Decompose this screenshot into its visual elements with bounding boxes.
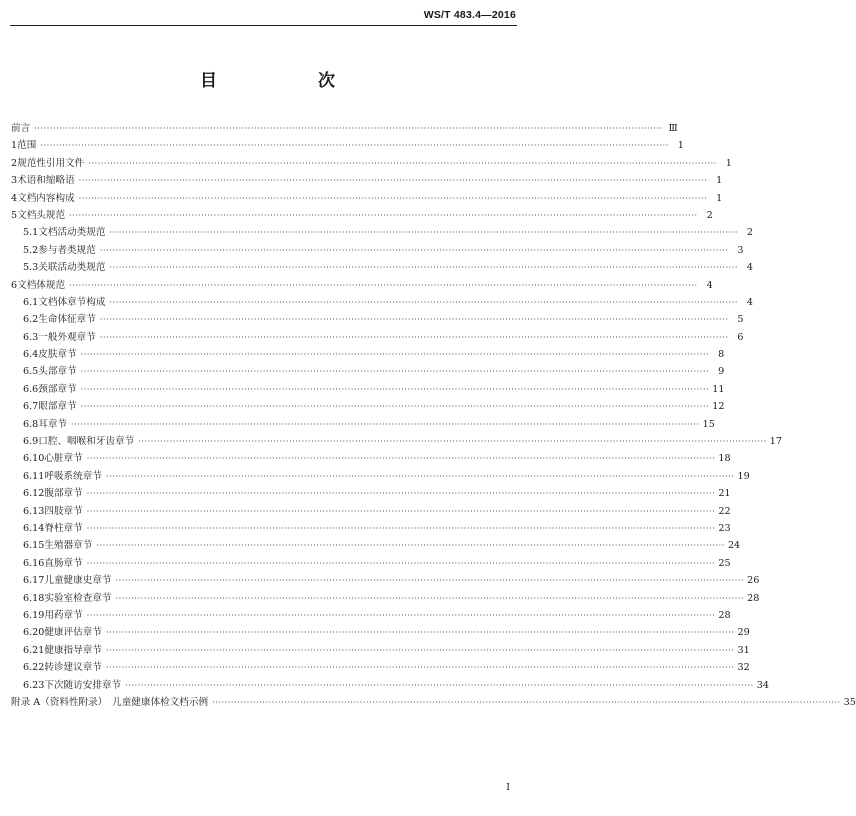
toc-entry-page: 19 xyxy=(737,470,750,482)
dot-leader: ········································································································································································································ xyxy=(99,315,729,325)
toc-entry-page: 26 xyxy=(747,575,760,587)
toc-entry-number: 6.3 xyxy=(23,331,39,343)
toc-entry-title: 范围 xyxy=(17,140,37,152)
toc-entry-page: 32 xyxy=(737,662,750,674)
toc-entry-page: 1 xyxy=(716,175,723,187)
toc-entry-number: 6.22 xyxy=(23,662,45,674)
toc-entry-number: 6.1 xyxy=(23,296,39,308)
dot-leader: ········································································································································································································ xyxy=(86,454,716,464)
toc-entry-number: 6.9 xyxy=(23,436,39,448)
toc-entry-title: 腹部章节 xyxy=(44,488,83,500)
toc-entry[interactable] xyxy=(11,381,725,398)
toc-entry-page: 2 xyxy=(746,227,754,239)
toc-entry-title: 口腔、咽喉和牙齿章节 xyxy=(38,436,135,448)
toc-entry-page: 1 xyxy=(725,157,732,169)
toc-entry[interactable] xyxy=(11,485,731,502)
toc-entry-number: 5.2 xyxy=(23,244,39,256)
toc-entry-number: 6.6 xyxy=(23,383,39,395)
toc-entry-title: 文档头规范 xyxy=(17,209,66,221)
toc-entry[interactable] xyxy=(11,503,731,520)
document-code: WS/T 483.4—2016 xyxy=(423,9,516,21)
toc-entry-page: 28 xyxy=(747,592,760,604)
toc-entry-number: 6.17 xyxy=(23,575,45,587)
toc-entry-page: Ⅲ xyxy=(668,123,678,134)
toc-entry-number: 6.15 xyxy=(23,540,45,552)
toc-entry-title: 文档体章节构成 xyxy=(38,296,106,308)
toc-entry-title: 皮肤章节 xyxy=(38,349,77,361)
toc-entry-title: 前言 xyxy=(11,123,31,134)
toc-entry-number: 6.8 xyxy=(23,418,39,430)
toc-entry[interactable] xyxy=(11,172,723,189)
toc-entry-number: 4 xyxy=(11,192,18,204)
page-title: 目 次 xyxy=(200,71,377,91)
toc-entry-number: 6.16 xyxy=(23,557,45,569)
toc-entry-page: 22 xyxy=(718,505,731,517)
toc-entry-page: 1 xyxy=(716,192,723,204)
toc-entry[interactable] xyxy=(11,346,725,363)
toc-entry-number: 5 xyxy=(11,209,18,221)
toc-entry-number: 6.11 xyxy=(23,470,45,482)
toc-entry[interactable] xyxy=(11,642,750,659)
toc-entry[interactable] xyxy=(11,242,744,259)
toc-entry-number: 6.13 xyxy=(23,505,45,517)
toc-entry[interactable] xyxy=(11,190,723,207)
dot-leader: ········································································································································································································ xyxy=(40,141,669,151)
toc-entry-page: 15 xyxy=(702,418,715,430)
toc-entry-title: 四肢章节 xyxy=(44,505,83,517)
toc-entry[interactable] xyxy=(11,607,731,624)
dot-leader: ········································································································································································································ xyxy=(109,263,739,273)
toc-entry-number: 6.23 xyxy=(23,679,45,691)
toc-entry-title: 颈部章节 xyxy=(38,383,77,395)
toc-entry-number: 6.21 xyxy=(23,644,45,656)
toc-entry-page: 1 xyxy=(677,140,684,152)
toc-entry-title: 心脏章节 xyxy=(44,453,83,465)
dot-leader: ········································································································································································································ xyxy=(86,558,716,568)
dot-leader: ········································································································································································································ xyxy=(88,158,717,168)
toc-entry[interactable] xyxy=(11,137,684,154)
toc-entry-title: 实验室检查章节 xyxy=(44,592,112,604)
toc-entry-page: 28 xyxy=(718,609,731,621)
toc-entry[interactable] xyxy=(11,311,744,328)
toc-entry[interactable] xyxy=(11,224,754,241)
toc-entry-number: 6 xyxy=(11,279,18,291)
toc-entry-title: 文档内容构成 xyxy=(17,192,75,204)
dot-leader: ········································································································································································································ xyxy=(105,471,735,481)
toc-entry-title: 规范性引用文件 xyxy=(17,157,85,169)
toc-entry-number: 5.3 xyxy=(23,262,39,274)
toc-entry-page: 29 xyxy=(737,627,750,639)
toc-entry-page: 31 xyxy=(737,644,750,656)
toc-entry-number: 6.14 xyxy=(23,522,45,534)
toc-entry-page: 8 xyxy=(718,349,725,361)
toc-entry-title: 附录 A（资料性附录） 儿童健康体检文档示例 xyxy=(11,696,209,708)
dot-leader: ········································································································································································································ xyxy=(99,332,729,342)
dot-leader: ········································································································································································································ xyxy=(86,506,716,516)
dot-leader: ········································································································································································································ xyxy=(86,610,716,620)
toc-entry-page: 11 xyxy=(712,383,725,395)
toc-entry[interactable] xyxy=(11,329,744,346)
toc-entry-page: 23 xyxy=(718,522,731,534)
toc-entry-number: 6.7 xyxy=(23,401,39,413)
toc-entry-number: 6.5 xyxy=(23,366,39,378)
toc-entry-number: 6.2 xyxy=(23,314,39,326)
toc-entry-page: 17 xyxy=(769,436,783,448)
toc-entry[interactable] xyxy=(11,624,750,641)
dot-leader: ········································································································································································································ xyxy=(80,384,710,394)
dot-leader: ········································································································································································································ xyxy=(125,680,754,690)
header-divider xyxy=(10,25,517,26)
toc-entry-title: 下次随访安排章节 xyxy=(44,679,122,691)
toc-entry[interactable] xyxy=(11,398,725,415)
dot-leader: ········································································································································································································ xyxy=(212,697,841,707)
dot-leader: ········································································································································································································ xyxy=(80,402,710,412)
dot-leader: ········································································································································································································ xyxy=(105,645,735,655)
dot-leader: ········································································································································································································ xyxy=(69,280,698,290)
toc-entry-number: 6.4 xyxy=(23,349,39,361)
dot-leader: ········································································································································································································ xyxy=(78,176,708,186)
toc-entry[interactable] xyxy=(11,363,725,380)
dot-leader: ········································································································································································································ xyxy=(109,297,739,307)
toc-entry-page: 2 xyxy=(706,209,713,221)
dot-leader: ········································································································································································································ xyxy=(115,593,745,603)
dot-leader: ········································································································································································································ xyxy=(69,210,698,220)
toc-entry-page: 9 xyxy=(718,366,725,378)
page-number: Ⅰ xyxy=(506,782,510,793)
toc-entry-title: 儿童健康史章节 xyxy=(44,575,112,587)
dot-leader: ········································································································································································································ xyxy=(71,419,700,429)
toc-entry-title: 一般外观章节 xyxy=(38,331,96,343)
dot-leader: ········································································································································································································ xyxy=(86,489,716,499)
dot-leader: ········································································································································································································ xyxy=(115,576,745,586)
toc-entry[interactable] xyxy=(11,520,731,537)
toc-entry-number: 6.19 xyxy=(23,609,45,621)
toc-entry-page: 24 xyxy=(727,540,741,552)
toc-entry[interactable] xyxy=(11,590,760,607)
toc-entry[interactable] xyxy=(11,416,715,433)
dot-leader: ········································································································································································································ xyxy=(86,523,716,533)
toc-entry-page: 6 xyxy=(737,331,744,343)
toc-entry-page: 12 xyxy=(712,401,725,413)
toc-entry-number: 1 xyxy=(11,140,18,152)
toc-entry-page: 25 xyxy=(718,557,731,569)
dot-leader: ········································································································································································································ xyxy=(105,663,735,673)
toc-entry-page: 21 xyxy=(718,488,731,500)
toc-entry[interactable] xyxy=(11,450,731,467)
toc-entry-title: 直肠章节 xyxy=(44,557,83,569)
toc-entry-page: 4 xyxy=(746,296,754,308)
toc-entry-page: 3 xyxy=(737,244,744,256)
toc-entry-number: 6.10 xyxy=(23,453,45,465)
toc-entry[interactable] xyxy=(11,294,754,311)
dot-leader: ········································································································································································································ xyxy=(105,628,735,638)
toc-entry-page: 18 xyxy=(718,453,731,465)
toc-entry-title: 健康评估章节 xyxy=(44,627,102,639)
toc-entry[interactable] xyxy=(11,433,783,450)
toc-entry-page: 35 xyxy=(843,696,856,708)
toc-entry[interactable] xyxy=(11,120,678,137)
toc-entry-page: 34 xyxy=(756,679,769,691)
toc-entry-number: 6.20 xyxy=(23,627,45,639)
dot-leader: ········································································································································································································ xyxy=(138,437,767,447)
toc-entry[interactable] xyxy=(11,659,750,676)
toc-entry-title: 转诊建议章节 xyxy=(44,662,102,674)
dot-leader: ········································································································································································································ xyxy=(80,367,710,377)
toc-entry[interactable] xyxy=(11,677,769,694)
toc-entry-title: 脊柱章节 xyxy=(44,522,83,534)
toc-entry-title: 关联活动类规范 xyxy=(38,262,106,274)
toc-entry-title: 用药章节 xyxy=(44,609,83,621)
toc-entry-title: 眼部章节 xyxy=(38,401,77,413)
dot-leader: ········································································································································································································ xyxy=(80,350,710,360)
toc-entry-title: 文档体规范 xyxy=(17,279,66,291)
toc-entry[interactable] xyxy=(11,155,732,172)
toc-entry-title: 生命体征章节 xyxy=(38,314,96,326)
toc-entry-number: 6.12 xyxy=(23,488,45,500)
dot-leader: ········································································································································································································ xyxy=(99,245,729,255)
table-of-contents xyxy=(11,120,856,711)
toc-entry[interactable] xyxy=(11,468,750,485)
toc-entry-title: 生殖器章节 xyxy=(44,540,93,552)
toc-entry[interactable] xyxy=(11,207,713,224)
toc-entry-page: 5 xyxy=(737,314,744,326)
toc-entry-number: 5.1 xyxy=(23,227,39,239)
toc-entry-title: 头部章节 xyxy=(38,366,77,378)
toc-entry-page: 4 xyxy=(746,262,754,274)
toc-entry[interactable] xyxy=(11,259,754,276)
toc-entry-number: 3 xyxy=(11,175,18,187)
dot-leader: ········································································································································································································ xyxy=(96,541,725,551)
toc-entry-title: 文档活动类规范 xyxy=(38,227,106,239)
toc-entry-title: 术语和缩略语 xyxy=(17,175,75,187)
toc-entry[interactable] xyxy=(11,537,741,554)
toc-entry-title: 参与者类规范 xyxy=(38,244,96,256)
dot-leader: ········································································································································································································ xyxy=(109,228,739,238)
toc-entry-title: 耳章节 xyxy=(38,418,68,430)
toc-entry-title: 健康指导章节 xyxy=(44,644,102,656)
dot-leader: ········································································································································································································ xyxy=(34,124,663,133)
dot-leader: ········································································································································································································ xyxy=(78,193,708,203)
toc-entry[interactable] xyxy=(11,572,760,589)
toc-entry[interactable] xyxy=(11,555,731,572)
toc-entry-page: 4 xyxy=(706,279,713,291)
toc-entry-title: 呼吸系统章节 xyxy=(44,470,102,482)
toc-entry[interactable] xyxy=(11,694,856,711)
toc-entry-number: 6.18 xyxy=(23,592,45,604)
toc-entry-number: 2 xyxy=(11,157,18,169)
toc-entry[interactable] xyxy=(11,277,713,294)
